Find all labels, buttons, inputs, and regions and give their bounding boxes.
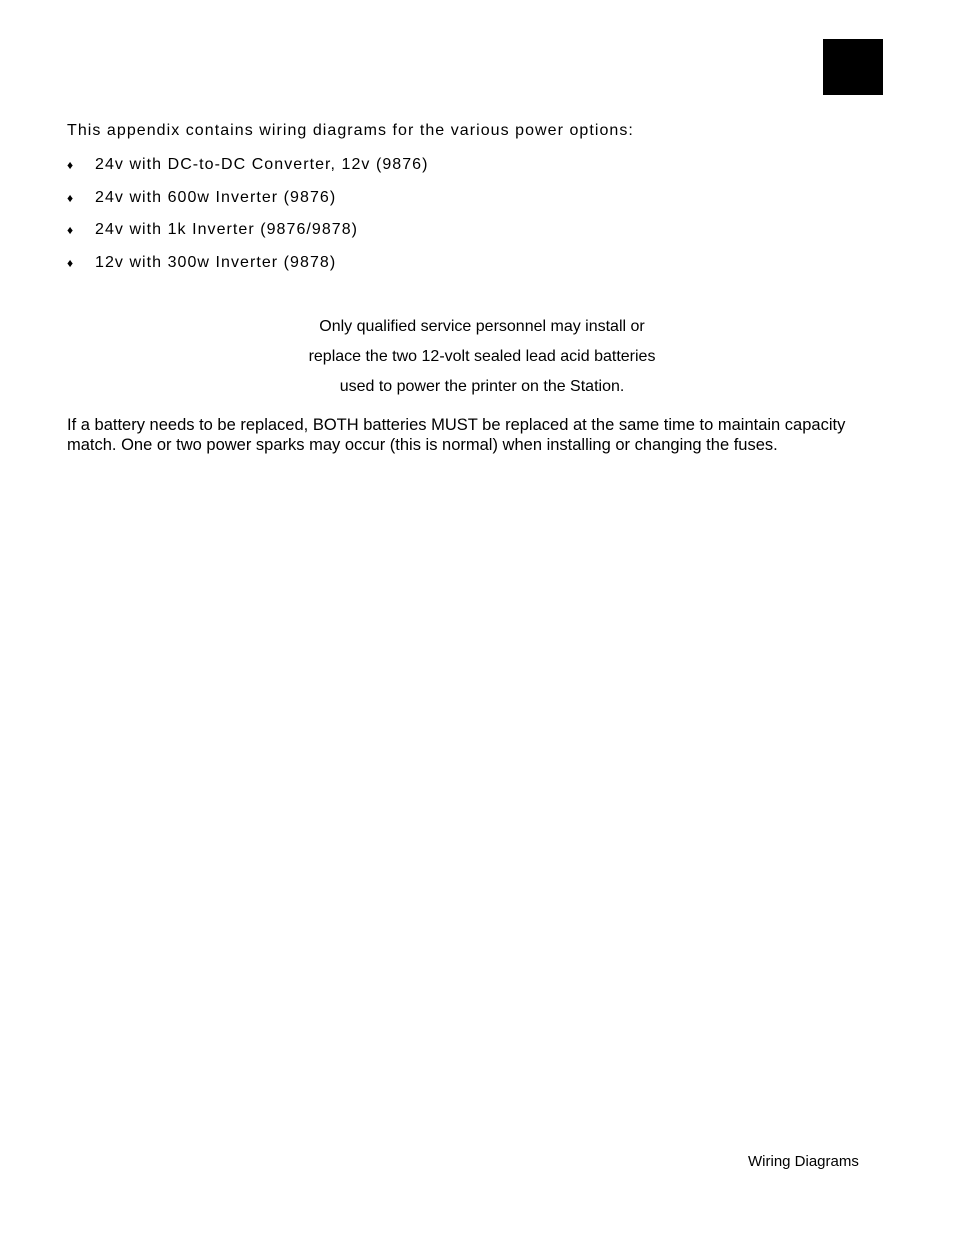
paragraph-line: If a battery needs to be replaced, BOTH batteries MUST be replaced at the same time to maintain capacity bbox=[67, 416, 846, 434]
option-text: 24v with 1k Inverter (9876/9878) bbox=[95, 221, 359, 238]
battery-replacement-paragraph bbox=[67, 415, 897, 455]
warning-line: Only qualified service personnel may install or bbox=[319, 318, 645, 335]
warning-line: replace the two 12-volt sealed lead acid batteries bbox=[308, 348, 656, 365]
diamond-bullet-icon: ♦ bbox=[67, 158, 74, 172]
warning-notice bbox=[67, 317, 897, 407]
diamond-bullet-icon: ♦ bbox=[67, 223, 74, 237]
option-text: 12v with 300w Inverter (9878) bbox=[95, 253, 337, 271]
intro-text: This appendix contains wiring diagrams for the various power options: bbox=[67, 122, 634, 139]
option-text: 24v with 600w Inverter (9876) bbox=[95, 188, 337, 206]
page-footer-title: Wiring Diagrams bbox=[748, 1153, 859, 1170]
diamond-bullet-icon: ♦ bbox=[67, 190, 74, 205]
appendix-tab-marker bbox=[823, 39, 883, 95]
warning-line: used to power the printer on the Station. bbox=[339, 378, 625, 395]
paragraph-line: match. One or two power sparks may occur (this is normal) when installing or changing the fuses. bbox=[67, 436, 778, 454]
option-text: 24v with DC-to-DC Converter, 12v (9876) bbox=[95, 156, 429, 173]
diamond-bullet-icon: ♦ bbox=[67, 255, 74, 270]
